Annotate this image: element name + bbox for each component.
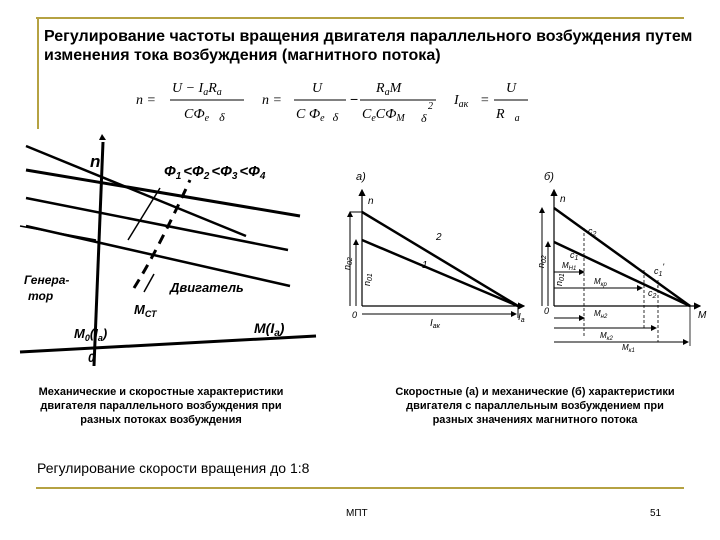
phi-labels: $Ф_1 <Ф_2 <Ф_3 <Ф_4$	[164, 163, 266, 182]
f2-t2-den: $C_eCФ_M$	[362, 107, 405, 124]
generator-label-2: тор	[28, 289, 54, 303]
motor-label: Двигатель	[170, 280, 244, 295]
graph-b-mn1: $M_{Н1}$	[562, 261, 577, 272]
caption-right	[352, 385, 718, 427]
mst-pointer	[144, 274, 154, 292]
graph-a-ia: $I_a$	[518, 312, 525, 324]
graph-b-c1: $c_1$	[570, 250, 579, 262]
f3-eq: =	[480, 93, 490, 108]
generator-line	[20, 226, 96, 240]
f3-lhs: $I_{aк}$	[454, 93, 469, 110]
formula-2	[262, 81, 436, 125]
graph-b-mk2: $M_{к2}$	[600, 331, 613, 342]
frame-left-line	[37, 17, 39, 129]
n-axis-arrow	[99, 134, 106, 140]
caption-left-line-1: Механические и скоростные характеристики	[38, 386, 284, 398]
graph-b-origin: 0	[544, 306, 550, 316]
f1-den: $CФ_e$ δ	[184, 107, 225, 124]
graph-b-mk1: $M_{к1}$	[622, 343, 635, 354]
graph-b-m: M	[698, 310, 707, 321]
frame-top-line	[36, 17, 684, 19]
axis-n-label: n	[90, 152, 101, 171]
graph-b-mkr: $M_{кр}$	[594, 277, 607, 288]
mst-label: $M_{СТ}$	[134, 302, 157, 319]
f1-num: $U - I_aR_a$	[172, 81, 222, 98]
graph-a-line-2-label: 2	[436, 232, 442, 243]
caption-left-line-2: двигателя параллельного возбуждения при	[40, 400, 282, 412]
caption-left	[2, 385, 320, 427]
formulas	[136, 72, 536, 128]
motor-hatch	[128, 188, 160, 240]
graph-a-origin: 0	[352, 310, 358, 320]
graph-b-n01: $n_{01}$	[554, 273, 566, 286]
origin-label: 0	[88, 351, 95, 365]
characteristic-phi1	[26, 146, 246, 236]
f2-t2-sup: 2	[428, 101, 433, 112]
graph-b-mn2: $M_{н2}$	[594, 309, 608, 320]
graph-b-n02: $n_{02}$	[536, 255, 548, 268]
axis-m-label: $M(I_a)$	[254, 320, 285, 339]
graph-a-line-2	[362, 212, 518, 306]
right-figure	[340, 168, 712, 354]
f2-lhs: n =	[262, 93, 282, 108]
f3-num: U	[506, 81, 517, 96]
page-number: 51	[650, 508, 662, 519]
graph-a-n: n	[368, 196, 374, 207]
graph-a	[342, 171, 525, 330]
graph-a-iak: $I_{ак}$	[430, 318, 440, 330]
graph-b-c1p: $c_1'$	[654, 262, 665, 278]
frame-bottom-line	[36, 487, 684, 489]
slide-title: Регулирование частоты вращения двигателя параллельного возбуждения путем изменения тока возбуждения (магнитного потока)	[44, 28, 693, 64]
f2-t2-delta: δ	[421, 111, 427, 125]
caption-right-line-1: Скоростные (а) и механические (б) характеристики	[395, 386, 675, 398]
caption-right-line-2: двигателя с параллельным возбуждением при	[406, 400, 664, 412]
graph-a-line-1-label: 1	[422, 260, 428, 271]
m-axis	[20, 336, 316, 352]
f2-t2-num: $R_aM$	[376, 81, 402, 98]
f3-den: R $_a$	[496, 107, 520, 124]
f1-lhs: n =	[136, 93, 156, 108]
f2-minus: −	[350, 91, 359, 107]
characteristic-phi3	[26, 198, 288, 250]
f2-t1-num: U	[312, 81, 323, 96]
graph-b-label: б)	[544, 171, 554, 183]
graph-b-c2p: $c_2'$	[648, 284, 659, 300]
graph-b-n: n	[560, 194, 566, 205]
formula-3	[453, 81, 528, 124]
footer-label: МПТ	[346, 508, 368, 519]
graph-b-c2: $c_2$	[588, 226, 597, 238]
formula-1	[136, 81, 244, 124]
caption-right-line-3: разных значениях магнитного потока	[432, 414, 638, 426]
graph-a-label: a)	[356, 171, 366, 183]
graph-b	[536, 171, 707, 354]
generator-label-1: Генера-	[24, 273, 70, 287]
left-figure	[18, 140, 320, 370]
graph-a-n02: $n_{02}$	[342, 257, 354, 270]
speed-regulation-note: Регулирование скорости вращения до 1:8	[37, 460, 310, 476]
mst-curve	[134, 180, 190, 288]
m0-label: $M_0(I_a)$	[74, 326, 108, 343]
f2-t1-den: C $Ф_e$ δ	[296, 107, 339, 124]
graph-a-line-1	[362, 240, 518, 306]
graph-a-n01: $n_{01}$	[362, 273, 374, 286]
caption-left-line-3: разных потоках возбуждения	[80, 414, 242, 426]
